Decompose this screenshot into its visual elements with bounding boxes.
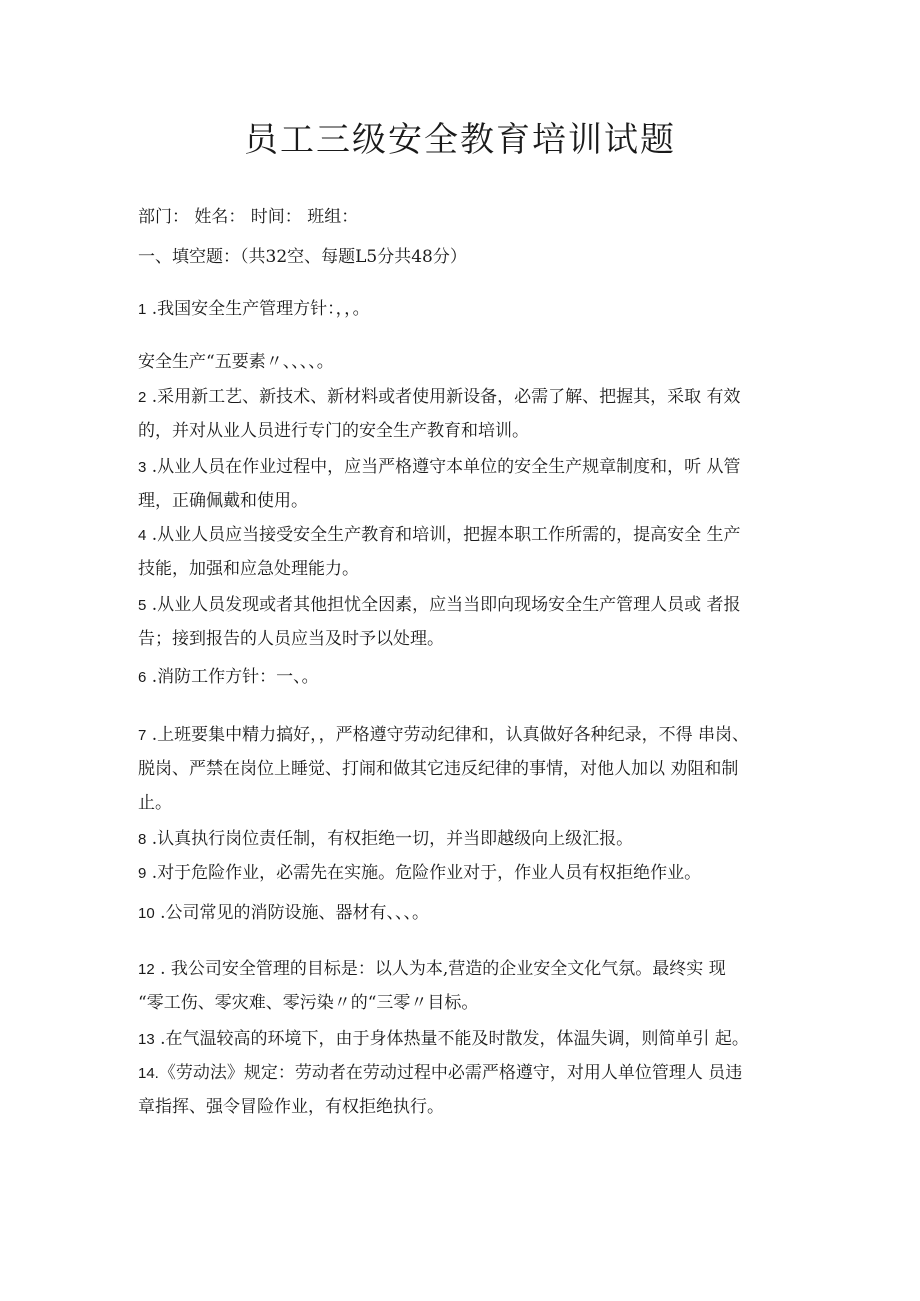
question-number: 14.: [138, 1065, 159, 1082]
question-number: 4: [138, 527, 147, 544]
question-line: [138, 1090, 820, 1125]
question-text: .公司常见的消防设施、器材有、、、。: [154, 903, 429, 923]
question-line: [138, 718, 820, 753]
question-text: “零工伤、零灾难、零污染〃的“三零〃目标。: [138, 993, 479, 1013]
question-number: 3: [138, 459, 147, 476]
question-text: .上班要集中精力搞好，，严格遵守劳动纪律和，认真做好各种纪录，不得 串岗、: [146, 725, 750, 745]
question-line: [138, 822, 820, 857]
question-number: 7: [138, 727, 147, 744]
document-title: 员工三级安全教育培训试题: [244, 120, 676, 160]
question-text: .我国安全生产管理方针：，，。: [146, 299, 370, 319]
question-line: [138, 588, 820, 623]
question-text: 脱岗、严禁在岗位上睡觉、打闹和做其它违反纪律的事情，对他人加以 劝阻和制: [138, 759, 739, 779]
question-text: .在气温较高的环境下，由于身体热量不能及时散发，体温失调，则简单引 起。: [154, 1029, 749, 1049]
question-text: .采用新工艺、新技术、新材料或者使用新设备，必需了解、把握其，采取 有效: [146, 387, 741, 407]
question-text: 章指挥、强令冒险作业，有权拒绝执行。: [138, 1097, 444, 1117]
question-text: .从业人员发现或者其他担忧全因素，应当当即向现场安全生产管理人员或 者报: [146, 595, 741, 615]
question-line: [138, 622, 820, 657]
question-number: 6: [138, 669, 147, 686]
question-line: [138, 345, 820, 380]
question-text: .从业人员在作业过程中，应当严格遵守本单位的安全生产规章制度和，听 从管: [146, 457, 741, 477]
question-line: [138, 484, 820, 519]
question-line: [138, 292, 820, 327]
question-number: 12: [138, 961, 155, 978]
question-line: [138, 518, 820, 553]
question-text: .对于危险作业，必需先在实施。危险作业对于，作业人员有权拒绝作业。: [146, 863, 702, 883]
question-text: 技能，加强和应急处理能力。: [138, 559, 359, 579]
question-text: 告；接到报告的人员应当及时予以处理。: [138, 629, 444, 649]
question-line: [138, 380, 820, 415]
question-text: . 我公司安全管理的目标是：以人为本,营造的企业安全文化气氛。最终实 现: [154, 959, 726, 979]
question-text: 的，并对从业人员进行专门的安全生产教育和培训。: [138, 421, 529, 441]
question-line: [138, 1022, 820, 1057]
question-number: 8: [138, 831, 147, 848]
question-number: 1: [138, 301, 147, 318]
question-number: 5: [138, 597, 147, 614]
question-line: [138, 450, 820, 485]
question-line: [138, 896, 820, 931]
question-number: 2: [138, 389, 147, 406]
question-number: 10: [138, 905, 155, 922]
question-line: [138, 752, 820, 787]
question-text: 理，正确佩戴和使用。: [138, 491, 308, 511]
question-line: [138, 786, 820, 821]
question-number: 13: [138, 1031, 155, 1048]
question-line: [138, 552, 820, 587]
question-text: .消防工作方针：一、。: [146, 667, 319, 687]
question-line: [138, 952, 820, 987]
info-line: 部门： 姓名： 时间： 班组：: [138, 207, 359, 227]
question-text: 止。: [138, 793, 172, 813]
section-heading: 一、填空题：（共32空、每题L5分共48分）: [138, 247, 467, 267]
question-text: 《劳动法》规定：劳动者在劳动过程中必需严格遵守，对用人单位管理人 员违: [158, 1063, 743, 1083]
question-line: [138, 414, 820, 449]
question-text: .从业人员应当接受安全生产教育和培训，把握本职工作所需的，提高安全 生产: [146, 525, 741, 545]
question-number: 9: [138, 865, 147, 882]
question-line: [138, 856, 820, 891]
question-text: .认真执行岗位责任制，有权拒绝一切，并当即越级向上级汇报。: [146, 829, 634, 849]
question-line: [138, 986, 820, 1021]
question-line: [138, 660, 820, 695]
question-text: 安全生产“五要素〃、、、、。: [138, 352, 334, 372]
question-line: [138, 1056, 820, 1091]
